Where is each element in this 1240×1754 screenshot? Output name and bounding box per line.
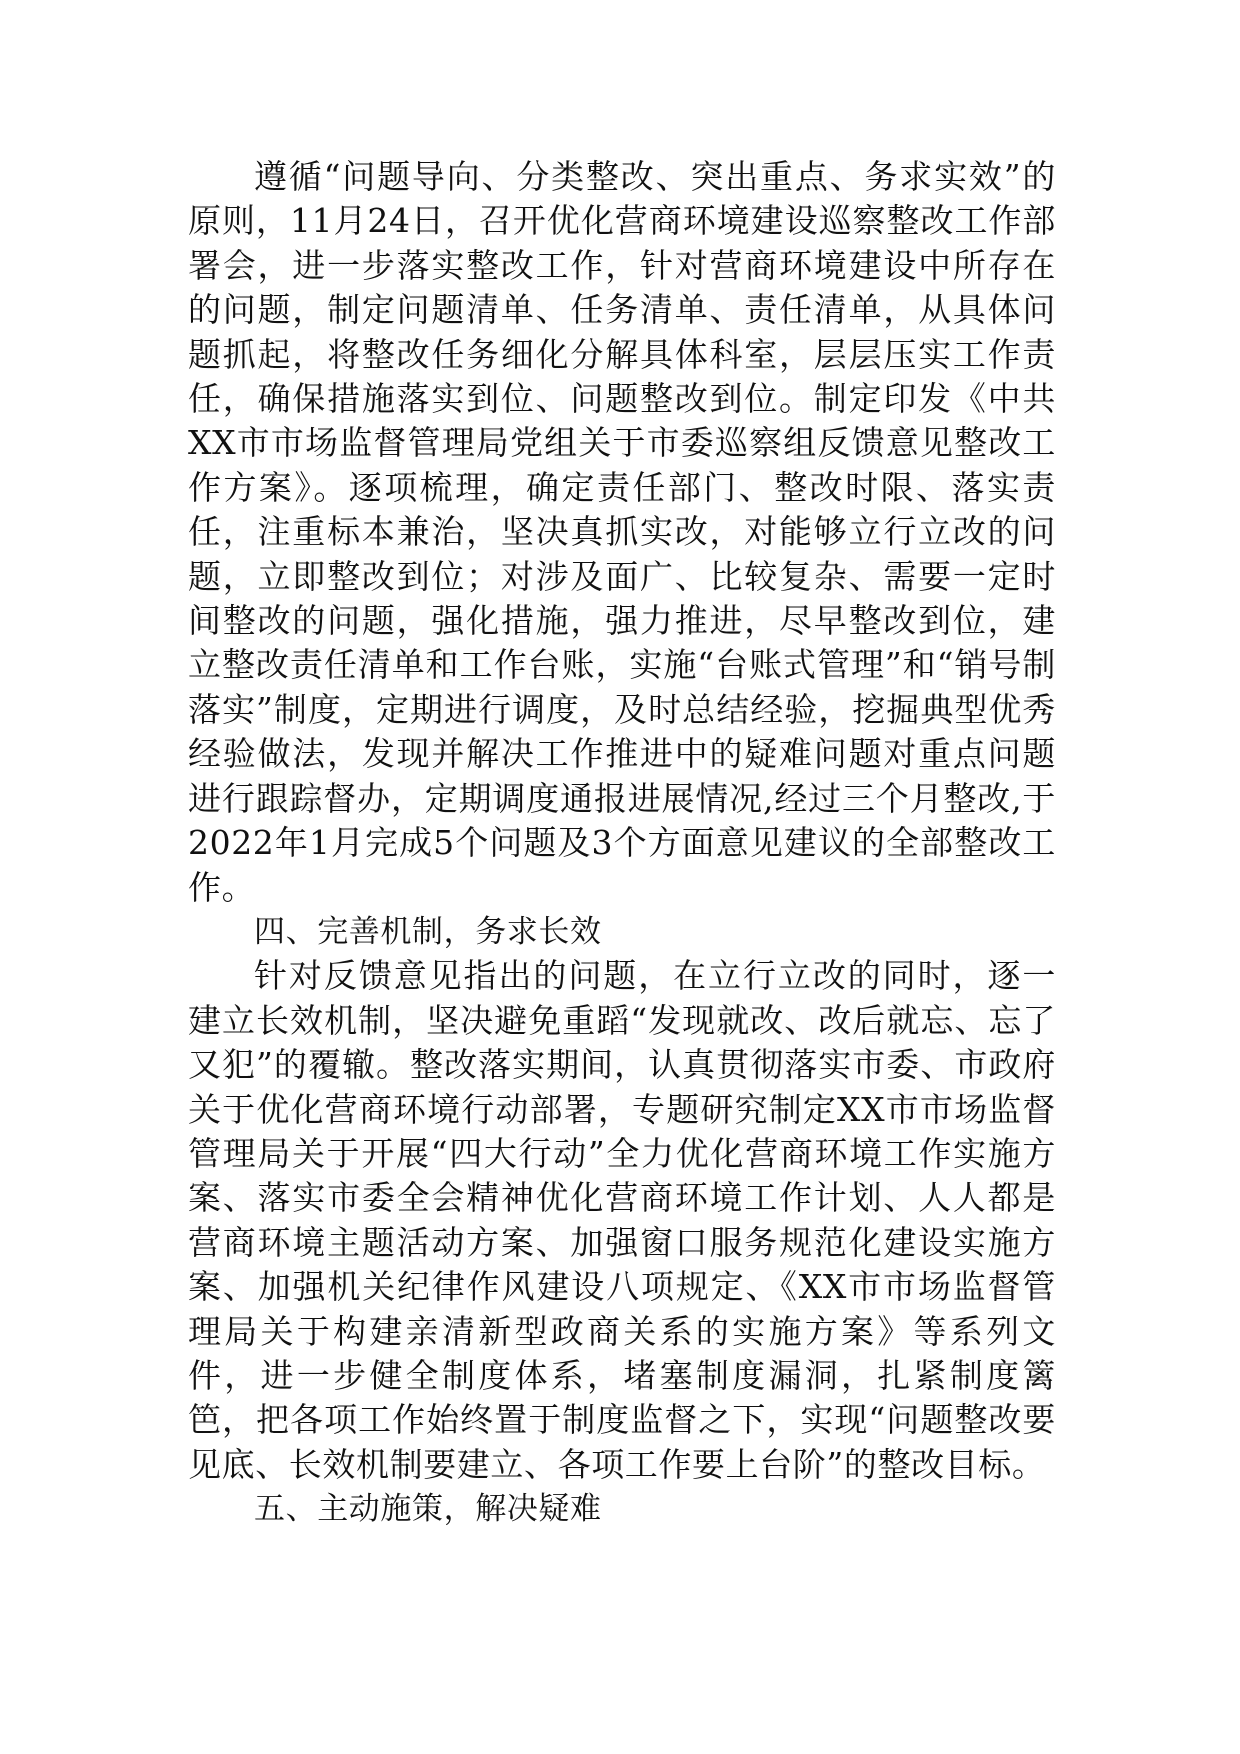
section-heading-four: 四、完善机制，务求长效 xyxy=(254,913,602,950)
paragraph-long-term-mechanism: 针对反馈意见指出的问题，在立行立改的同时，逐一建立长效机制，坚决避免重蹈“发现就改、改后就忘、忘了又犯”的覆辙。整改落实期间，认真贯彻落实市委、市政府关于优化营商环境行动部署，专题研究制定XX市市场监督管理局关于开展“四大行动”全力优化营商环境工作实施方案、落实市委全会精神优化营商环境工作计划、人人都是营商环境主题活动方案、加强窗口服务规范化建设实施方案、加强机关纪律作风建设八项规定、《XX市市场监督管理局关于构建亲清新型政商关系的实施方案》等系列文件，进一步健全制度体系，堵塞制度漏洞，扎紧制度篱笆，把各项工作始终置于制度监督之下，实现“问题整改要见底、长效机制要建立、各项工作要上台阶”的整改目标。 xyxy=(188,956,1056,1484)
section-heading-five: 五、主动施策，解决疑难 xyxy=(254,1491,602,1528)
document-body xyxy=(188,155,1056,1532)
paragraph-rectification-principles: 遵循“问题导向、分类整改、突出重点、务求实效”的原则，11月24日，召开优化营商环境建设巡察整改工作部署会，进一步落实整改工作，针对营商环境建设中所存在的问题，制定问题清单、任务清单、责任清单，从具体问题抓起，将整改任务细化分解具体科室，层层压实工作责任，确保措施落实到位、问题整改到位。制定印发《中共XX市市场监督管理局党组关于市委巡察组反馈意见整改工作方案》。逐项梳理，确定责任部门、整改时限、落实责任，注重标本兼治，坚决真抓实改，对能够立行立改的问题，立即整改到位；对涉及面广、比较复杂、需要一定时间整改的问题，强化措施，强力推进，尽早整改到位，建立整改责任清单和工作台账，实施“台账式管理”和“销号制落实”制度，定期进行调度，及时总结经验，挖掘典型优秀经验做法，发现并解决工作推进中的疑难问题对重点问题进行跟踪督办，定期调度通报进展情况,经过三个月整改,于2022年1月完成5个问题及3个方面意见建议的全部整改工作。 xyxy=(188,157,1056,907)
